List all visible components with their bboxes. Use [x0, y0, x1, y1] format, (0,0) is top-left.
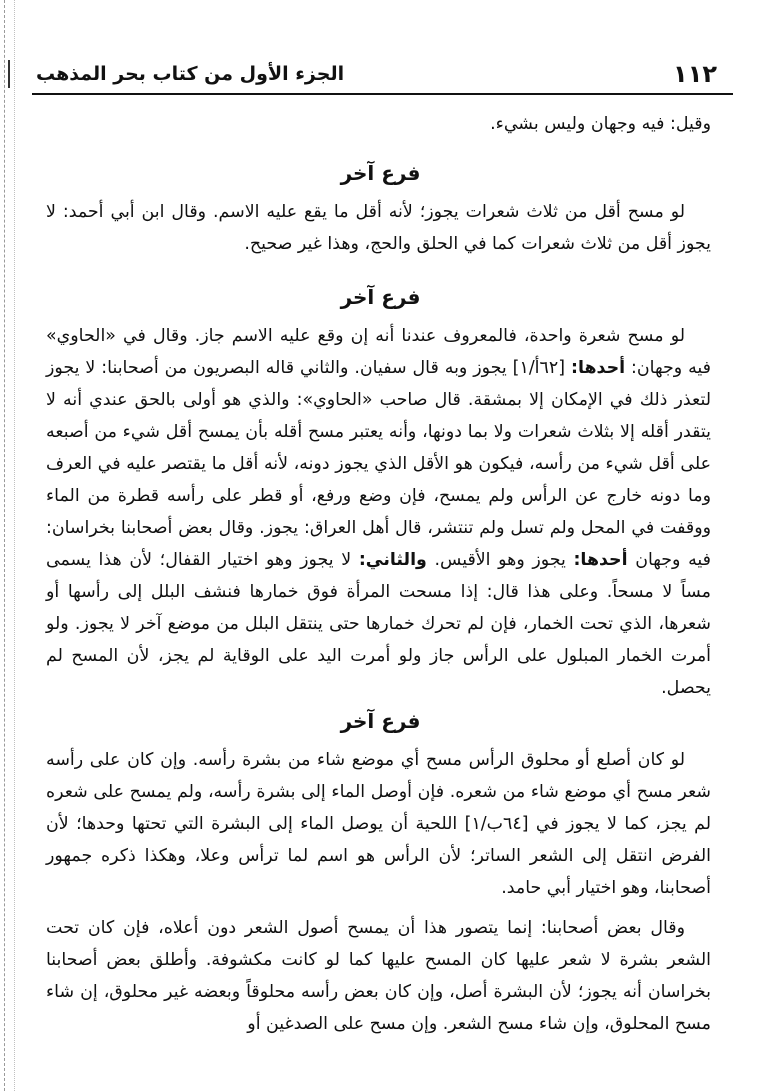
bold-term: أحدها: — [573, 550, 628, 570]
text-run: لو مسح شعرة واحدة، فالمعروف عندنا أنه إن وقع عليه الاسم جاز. وقال في «الحاوي» فيه وجهان: — [46, 326, 711, 378]
running-title: الجزء الأول من كتاب بحر المذهب — [36, 63, 345, 85]
section-2-body — [46, 320, 711, 704]
section-heading-3: فرع آخر — [340, 709, 421, 733]
text-run: يجوز وهو الأقيس. — [426, 550, 574, 570]
header-rule — [32, 93, 733, 95]
section-heading-1: فرع آخر — [340, 161, 421, 185]
intro-line — [46, 108, 711, 140]
section-3-paragraph-2: وقال بعض أصحابنا: إنما يتصور هذا أن يمسح أصول الشعر دون أعلاه، فإن كان تحت الشعر بشرة لا شعر عليها كان المسح عليها كما لو كانت مكشوفة. وأطلق بعض أصحابنا بخراسان أنه يجوز؛ لأن البشرة أصل، وإن كان بعض رأسه محلوقاً وبعضه غير محلوق، إن شاء مسح المحلوق، وإن شاء مسح الشعر. وإن مسح على الصدغين أو — [46, 918, 711, 1034]
bold-term: والثاني: — [358, 550, 427, 570]
section-3-paragraph-1: لو كان أصلع أو محلوق الرأس مسح أي موضع شاء من بشرة رأسه. وإن كان على رأسه شعر مسح أي موضع شاء من شعره. فإن أوصل الماء إلى بشرة رأسه، ولم يمسح على شعره لم يجز، كما لا يجوز في [٦٤ب/١] اللحية أن يوصل الماء إلى البشرة التي تحتها وحدها؛ لأن الفرض انتقل إلى الشعر الساتر؛ لأن الرأس هو اسم لما ترأس وعلا، وهكذا ذكره جمهور أصحابنا، وهو اختيار أبي حامد. — [46, 750, 712, 898]
text-run: [٦٢أ/١] يجوز وبه قال سفيان. والثاني قاله البصريون من أصحابنا: لا يجوز لتعذر ذلك في الإمكان إلا بمشقة. قال صاحب «الحاوي»: والذي هو أولى بالحق عندي أنه لا يتقدر أقله إلا بثلاث شعرات ولا بما دونها، وأنه يعتبر مسح أقله بأن يمسح أقل شيء من أصبعه على أقل شيء من رأسه، فيكون هو الأقل الذي يجوز دونه، لأنه أقل ما يقتصر عليه في العرف وما دونه خارج عن الرأس ولم يمسح، فإن وضع ورفع، أو قطر على رأسه قطرة من الماء ووقفت في المحل ولم تسل ولم تنتشر، قال أهل العراق: يجوز. وقال بعض أصحابنا بخراسان: فيه وجهان — [46, 358, 711, 570]
section-1-paragraph-1: لو مسح أقل من ثلاث شعرات يجوز؛ لأنه أقل ما يقع عليه الاسم. وقال ابن أبي أحمد: لا يجوز أقل من ثلاث شعرات كما في الحلق والحج، وهذا غير صحيح. — [46, 202, 711, 254]
section-3-body — [46, 744, 711, 1040]
section-heading-2: فرع آخر — [340, 285, 421, 309]
page-header — [32, 58, 733, 90]
bold-term: أحدها: — [570, 358, 626, 378]
section-1-body — [46, 196, 711, 260]
intro-paragraph: وقيل: فيه وجهان وليس بشيء. — [490, 114, 711, 134]
text-run: لا يجوز وهو اختيار القفال؛ لأن هذا يسمى مساً لا مسحاً. وعلى هذا قال: إذا مسحت المرأة فوق خمارها فنشف البلل إلى رأسها أو شعرها، الذي تحت الخمار، فإن لم تحرك خمارها حتى ينتقل البلل من موضع آخر لا يجوز. ولو أمرت الخمار المبلول على الرأس جاز ولو أمرت اليد على الوقاية لم يجز، لأن المسح لم يحصل. — [46, 550, 711, 698]
page-number: ١١٢ — [673, 60, 717, 88]
section-2-paragraph-1 — [46, 320, 711, 704]
margin-mark — [8, 60, 10, 88]
